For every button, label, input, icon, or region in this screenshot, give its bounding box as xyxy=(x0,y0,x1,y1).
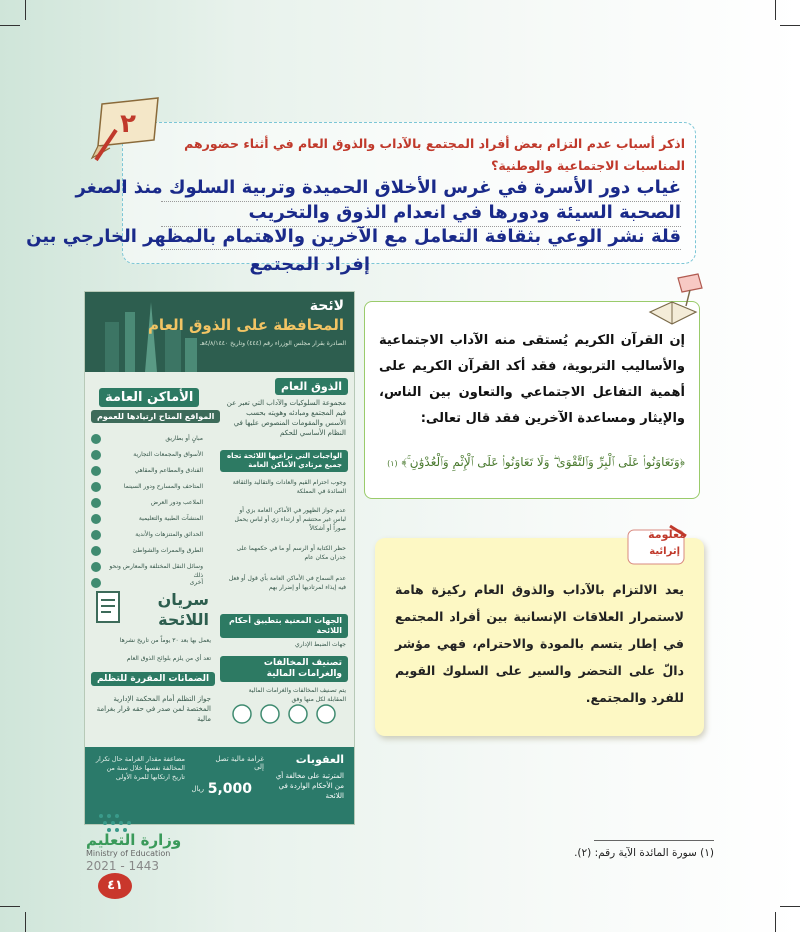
place-icon xyxy=(91,530,101,540)
penalty-icons xyxy=(228,700,348,740)
section-heading: المواقع المتاح ارتيادها للعموم xyxy=(91,410,220,423)
place-icon xyxy=(91,450,101,460)
quran-verse xyxy=(375,455,685,470)
answer-line: قلة نشر الوعي بثقافة التعامل مع الآخرين والاهتمام بالمظهر الخارجي بين xyxy=(26,226,681,247)
ministry-logo-en: Ministry of Education xyxy=(86,849,171,858)
section-heading: الضمانات المقررة للتظلم xyxy=(91,672,215,686)
activity-number-icon xyxy=(88,96,164,164)
authorities-sub: جهات الضبط الإداري xyxy=(295,641,346,648)
activity-number: ٢ xyxy=(120,109,136,139)
info-card-tag xyxy=(620,524,690,568)
info-card-text: يعد الالتزام بالآداب والذوق العام ركيزة هامة لاستمرار العلاقات الإنسانية بين أفراد المجتمع في إطار يتسم بالمودة والاحترام، فهي مؤشر دالّ على التحضر والسير على السلوك القويم للفرد والمجتمع. xyxy=(395,582,684,705)
place-item: أخرى xyxy=(189,579,203,586)
penalties-heading: العقوبات xyxy=(295,753,344,766)
place-item: الأسواق والمجمعات التجارية xyxy=(133,451,203,458)
crop-mark xyxy=(25,912,26,932)
duty-item: وجوب احترام القيم والعادات والتقاليد والثقافة السائدة في المملكة xyxy=(232,479,346,495)
crop-mark xyxy=(25,0,26,20)
year-label: 2021 - 1443 xyxy=(86,859,160,873)
crop-mark xyxy=(780,906,800,907)
penalties-text: المترتبة على مخالفة أي من الأحكام الواردة في اللائحة xyxy=(275,772,344,800)
duty-item: عدم جواز الظهور في الأماكن العامة بزي أو لباس غير محتشم أو ارتداء زي أو لباس يحمل صوراً أو أشكالاً xyxy=(234,507,346,532)
verse-box-text: إن القرآن الكريم يُستقى منه الآداب الاجتماعية والأساليب التربوية، فقد أكد القرآن الكريم على أهمية التفاعل الاجتماعي والتعاون بين الناس، والإيثار ومساعدة الآخرين فقد قال تعالى: xyxy=(379,333,685,426)
infographic-title: المحافظة على الذوق العام xyxy=(147,316,344,334)
reading-lamp-icon xyxy=(640,272,706,330)
place-item: الطرق والممرات والشواطئ xyxy=(132,547,203,554)
verse-text: ﴿وَتَعَاوَنُوا۟ عَلَى ٱلْبِرِّ وَٱلتَّقْوَىٰ ۖ وَلَا تَعَاوَنُوا۟ عَلَى ٱلْإِثْمِ وَٱلْعُدْوَٰنِ ۚ﴾ xyxy=(401,455,685,469)
place-icon xyxy=(91,466,101,476)
crop-mark xyxy=(780,25,800,26)
place-item: مبانٍ أو بطاريق xyxy=(165,435,203,442)
dotted-line xyxy=(161,249,681,250)
ministry-logo-ar: وزارة التعليم xyxy=(86,831,182,849)
effective-heading: سريان اللائحة xyxy=(157,590,209,629)
footnote-divider xyxy=(594,840,714,841)
section-heading: تصنيف المخالفات والغرامات المالية xyxy=(220,656,348,682)
page-number: ٤١ xyxy=(98,873,132,899)
section-heading: الذوق العام xyxy=(275,378,348,395)
crop-mark xyxy=(775,0,776,20)
penalties-class-text: يتم تصنيف المخالفات والغرامات المالية المقابلة لكل منها وفق xyxy=(248,687,346,703)
fine-label: غرامة مالية تصل إلى xyxy=(215,755,264,771)
verse-box xyxy=(364,301,700,499)
place-icon xyxy=(91,498,101,508)
place-icon xyxy=(91,514,101,524)
answer-line: إفراد المجتمع xyxy=(249,254,370,275)
fine-amount: 5,000 xyxy=(207,781,252,797)
place-item: الحدائق والمتنزهات والأندية xyxy=(135,531,203,538)
duty-item: عدم السماح في الأماكن العامة بأي قول أو فعل فيه إيذاء لمرتاديها أو إضرار بهم xyxy=(228,575,346,591)
place-icon xyxy=(91,562,101,572)
duty-item: حظر الكتابة أو الرسم أو ما في حكمهما على جدران مكان عام xyxy=(236,545,346,561)
infographic-title: لائحة xyxy=(309,298,344,314)
answer-line: غياب دور الأسرة في غرس الأخلاق الحميدة وتربية السلوك منذ الصغر xyxy=(75,177,681,198)
repeat-text: مضاعفة مقدار الغرامة حال تكرار المخالفة نفسها خلال سنة من تاريخ ارتكابها للمرة الأولى xyxy=(95,755,185,781)
answer-line: الصحبة السيئة ودورها في انعدام الذوق والتخريب xyxy=(248,202,681,223)
info-card-tag-line: معلومة xyxy=(648,528,686,541)
fine-currency: ريال xyxy=(191,785,204,793)
crop-mark xyxy=(0,25,20,26)
place-icon xyxy=(91,482,101,492)
place-item: الملاعب ودور العرض xyxy=(150,499,203,506)
section-heading: الأماكن العامة xyxy=(99,388,199,407)
effective-item: تعد أي من يلزم بلوائح الذوق العام xyxy=(126,655,211,662)
crop-mark xyxy=(0,906,20,907)
section-heading: الواجبات التي تراعيها اللائحة تجاه جميع مرتادي الأماكن العامة xyxy=(220,450,348,472)
infographic xyxy=(84,291,355,825)
effective-item: يعمل بها بعد ٣٠ يوماً من تاريخ نشرها xyxy=(119,637,211,644)
activity-box xyxy=(26,122,696,264)
public-taste-text: مجموعة السلوكيات والآداب التي تعبر عن قيم المجتمع ومبادئه وهويته بحسب الأسس والمقومات المنصوص عليها في النظام الأساسي للحكم xyxy=(226,399,346,437)
place-item: الفنادق والمطاعم والمقاهي xyxy=(134,467,203,474)
activity-question: اذكر أسباب عدم التزام بعض أفراد المجتمع بالآداب والذوق العام في أثناء حضورهم المناسبات الاجتماعية والوطنية؟ xyxy=(184,136,685,173)
document-icon xyxy=(95,590,125,626)
place-item: وسائل النقل المختلفة والمعارض ونحو ذلك xyxy=(109,563,203,579)
place-icon xyxy=(91,578,101,588)
crop-mark xyxy=(775,912,776,932)
place-icon xyxy=(91,434,101,444)
footnote: (١) سورة المائدة الآية رقم: (٢). xyxy=(574,847,714,859)
info-card-tag-line: إثرائية xyxy=(649,546,680,557)
infographic-subtitle: الصادرة بقرار مجلس الوزراء رقم (٤٤٤) وتاريخ ٤/٨/١٤٤٠هـ xyxy=(199,340,346,347)
section-heading: الجهات المعنية بتطبيق أحكام اللائحة xyxy=(220,614,348,638)
place-item: المنشآت الطبية والتعليمية xyxy=(138,515,203,522)
verse-ref: (١) xyxy=(387,459,398,468)
guarantees-text: جواز التظلم أمام المحكمة الإدارية المختصة لمن صدر في حقه قرار بغرامة مالية xyxy=(96,695,211,723)
infographic-header xyxy=(85,292,354,372)
place-icon xyxy=(91,546,101,556)
place-item: المتاحف والمسارح ودور السينما xyxy=(123,483,203,490)
